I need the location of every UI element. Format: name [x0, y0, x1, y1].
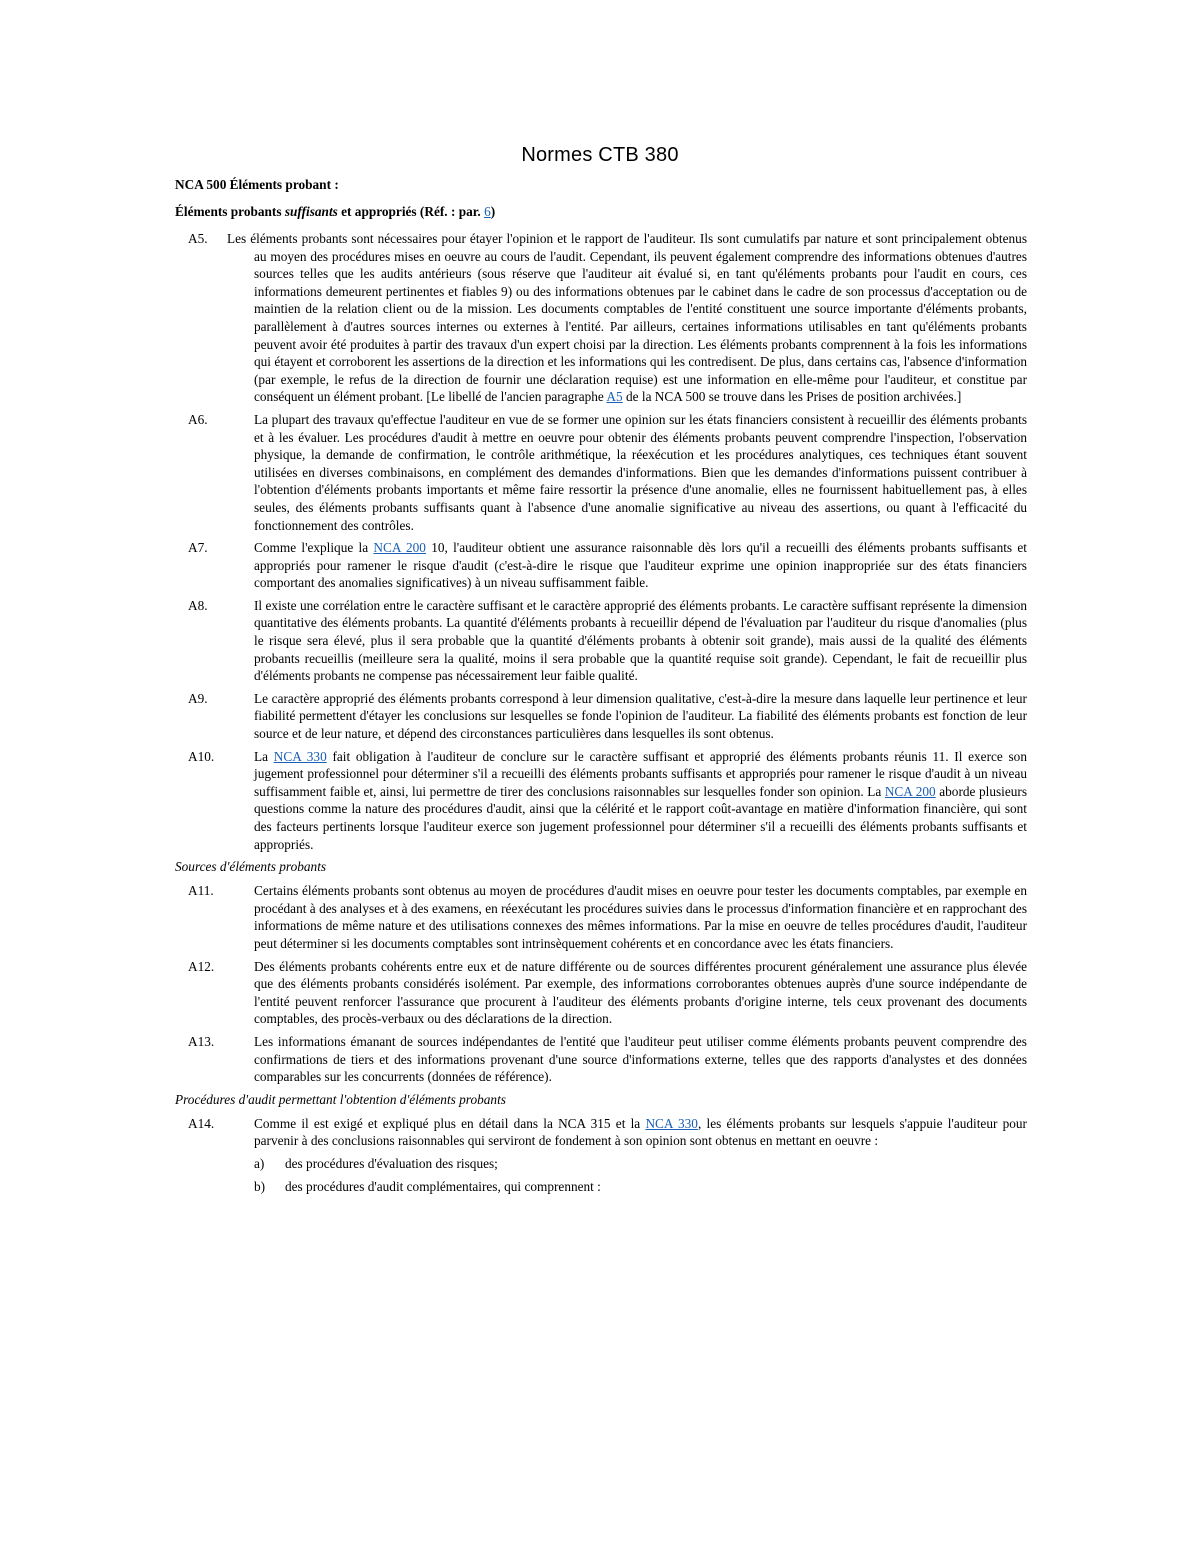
- paragraph-a13: A13. Les informations émanant de sources indépendantes de l'entité que l'auditeur peut utiliser comme éléments probants peuvent comprendre des confirmations de tiers et des informations provenant d'une source d'informations externe, telles que des rapports d'analystes et des données comparables sur les concurrents (données de référence).: [188, 1033, 1027, 1085]
- subheading-sources: Sources d'éléments probants: [175, 859, 327, 875]
- link-nca-200[interactable]: NCA 200: [373, 540, 426, 556]
- link-nca-330[interactable]: NCA 330: [273, 748, 327, 764]
- paragraph-number: A12.: [188, 958, 215, 974]
- document-body: [175, 176, 1027, 1201]
- paragraph-number: A10.: [188, 748, 215, 764]
- list-item: a) des procédures d'évaluation des risques;: [254, 1155, 498, 1171]
- paragraph-number: A9.: [188, 690, 208, 706]
- paragraph-a14: A14. Comme il est exigé et expliqué plus en détail dans la NCA 315 et la NCA 330, les éléments probants sur lesquels s'appuie l'auditeur pour parvenir à des conclusions raisonnables qui serviront de fondement à son opinion sont obtenus en mettant en oeuvre :: [188, 1115, 1027, 1149]
- paragraph-a10: A10. La NCA 330 fait obligation à l'auditeur de conclure sur le caractère suffisant et approprié des éléments probants réunis 11. Il exerce son jugement professionnel pour déterminer s'il a recueilli des éléments probants suffisants et appropriés pour ramener le risque d'audit à un niveau suffisamment faible et, ainsi, lui permettre de tirer des conclusions raisonnables sur lesquelles fonder son opinion. La NCA 200 aborde plusieurs questions comme la nature des procédures d'audit, ainsi que la célérité et le rapport coût-avantage en matière d'information financière, qui sont des facteurs pertinents lorsque l'auditeur exerce son jugement professionnel pour déterminer s'il a recueilli des éléments probants suffisants et appropriés.: [188, 748, 1028, 852]
- link-nca-330[interactable]: NCA 330: [645, 1115, 698, 1131]
- link-a5[interactable]: A5: [606, 389, 623, 405]
- paragraph-number: A6.: [188, 411, 208, 427]
- paragraph-a6: A6. La plupart des travaux qu'effectue l'auditeur en vue de se former une opinion sur les états financiers consistent à recueillir des éléments probants et à les évaluer. Les procédures d'audit à mettre en oeuvre pour obtenir des éléments probants peuvent comprendre l'inspection, l'observation physique, la demande de confirmation, le contrôle arithmétique, la réexécution et les procédures analytiques, ces techniques étant souvent utilisées en diverses combinaisons, en complément des demandes d'informations. Bien que les demandes d'informations puissent contribuer à l'obtention d'éléments probants importants et même faire ressortir la présence d'une anomalie, elles ne fournissent habituellement pas, à elles seules, des éléments probants suffisants quant à l'absence d'une anomalie significative au niveau des assertions, ou quant à l'efficacité du fonctionnement des contrôles.: [188, 411, 1027, 533]
- list-letter: b): [254, 1178, 266, 1194]
- paragraph-number: A8.: [188, 597, 208, 613]
- link-nca-200[interactable]: NCA 200: [884, 783, 936, 799]
- page-title: Normes CTB 380: [521, 144, 679, 166]
- paragraph-a7: A7. Comme l'explique la NCA 200 10, l'auditeur obtient une assurance raisonnable dès lors qu'il a recueilli des éléments probants suffisants et appropriés pour ramener le risque d'audit (c'est-à-dire le risque que l'auditeur exprime une opinion inappropriée sur des états financiers comportant des anomalies significatives) à un niveau suffisamment faible.: [188, 540, 1027, 591]
- paragraph-a9: A9. Le caractère approprié des éléments probants correspond à leur dimension qualitative, c'est-à-dire la mesure dans laquelle leur pertinence et leur fiabilité permettent d'étayer les conclusions sur lesquelles se fonde l'opinion de l'auditeur. La fiabilité des éléments probants est fonction de leur source et de leur nature, et dépend des circonstances particulières dans lesquelles ils sont obtenus.: [188, 690, 1027, 742]
- paragraph-a11: A11. Certains éléments probants sont obtenus au moyen de procédures d'audit mises en oeuvre pour tester les documents comptables, par exemple en procédant à des analyses et à des examens, en réexécutant les procédures suivies dans le processus d'information financière et en rapprochant des informations de même nature et des utilisations connexes des mêmes informations. Par la mise en oeuvre de telles procédures d'audit, l'auditeur peut déterminer si les documents comptables sont intrinsèquement cohérents et en concordance avec les états financiers.: [188, 883, 1027, 951]
- paragraph-number: A14.: [188, 1115, 215, 1131]
- section-heading-nca500: NCA 500 Éléments probant :: [175, 177, 339, 192]
- paragraph-a8: A8. Il existe une corrélation entre le caractère suffisant et le caractère approprié des éléments probants. Le caractère suffisant représente la dimension quantitative des éléments probants. La quantité d'éléments probants à recueillir dépend de l'évaluation par l'auditeur du risque d'anomalies (plus le risque sera élevé, plus il sera probable que la quantité d'éléments probants à obtenir soit grande), mais aussi de la qualité des éléments probants recueillis (meilleure sera la qualité, moins il sera probable que la quantité requise soit grande). Cependant, le fait de recueillir plus d'éléments probants ne compense pas nécessairement leur faible qualité.: [188, 597, 1027, 684]
- paragraph-a5: A5. Les éléments probants sont nécessaires pour étayer l'opinion et le rapport de l'auditeur. Ils sont cumulatifs par nature et sont principalement obtenus au moyen des procédures mises en oeuvre au cours de l'audit. Cependant, ils peuvent également comprendre des informations obtenues d'autres sources telles que les audits antérieurs (sous réserve que l'auditeur ait évalué si, en tant qu'éléments probants pour l'audit en cours, ces informations demeurent pertinentes et fiables 9) ou des informations obtenues par le cabinet dans le cadre de son processus d'acceptation ou de maintien de la relation client ou de la mission. Les documents comptables de l'entité constituent une source importante d'éléments probants, parallèlement à d'autres sources internes ou externes à l'entité. Par ailleurs, certaines informations utilisables en tant qu'éléments probants peuvent avoir été produites à partir des travaux d'un expert choisi par la direction. Les éléments probants comprennent à la fois les informations qui étayent et corroborent les assertions de la direction et les informations qui les contredisent. De plus, dans certains cas, l'absence d'information (par exemple, le refus de la direction de fournir une déclaration requise) est une information en elle-même pour l'auditeur, et constitue par conséquent un élément probant. [Le libellé de l'ancien paragraphe A5 de la NCA 500 se trouve dans les Prises de position archivées.]: [188, 231, 1027, 405]
- paragraph-number: A13.: [188, 1033, 215, 1049]
- section-heading-elements: Éléments probants suffisants et appropriés (Réf. : par. 6): [175, 204, 496, 219]
- paragraph-a12: A12. Des éléments probants cohérents entre eux et de nature différente ou de sources différentes procurent généralement une assurance plus élevée que des éléments probants considérés isolément. Par exemple, des informations corroborantes obtenues auprès d'une source indépendante de l'entité peuvent renforcer l'assurance que procurent à l'auditeur des éléments probants d'origine interne, tels ceux provenant des documents comptables, des procès-verbaux ou des déclarations de la direction.: [188, 958, 1027, 1027]
- paragraph-number: A11.: [188, 883, 214, 899]
- ref-link-par-6[interactable]: 6: [484, 204, 491, 219]
- subheading-procedures: Procédures d'audit permettant l'obtention d'éléments probants: [175, 1091, 506, 1107]
- paragraph-number: A5.: [188, 231, 208, 246]
- list-letter: a): [254, 1155, 265, 1171]
- paragraph-number: A7.: [188, 540, 208, 556]
- list-item: b) des procédures d'audit complémentaires, qui comprennent :: [254, 1178, 601, 1194]
